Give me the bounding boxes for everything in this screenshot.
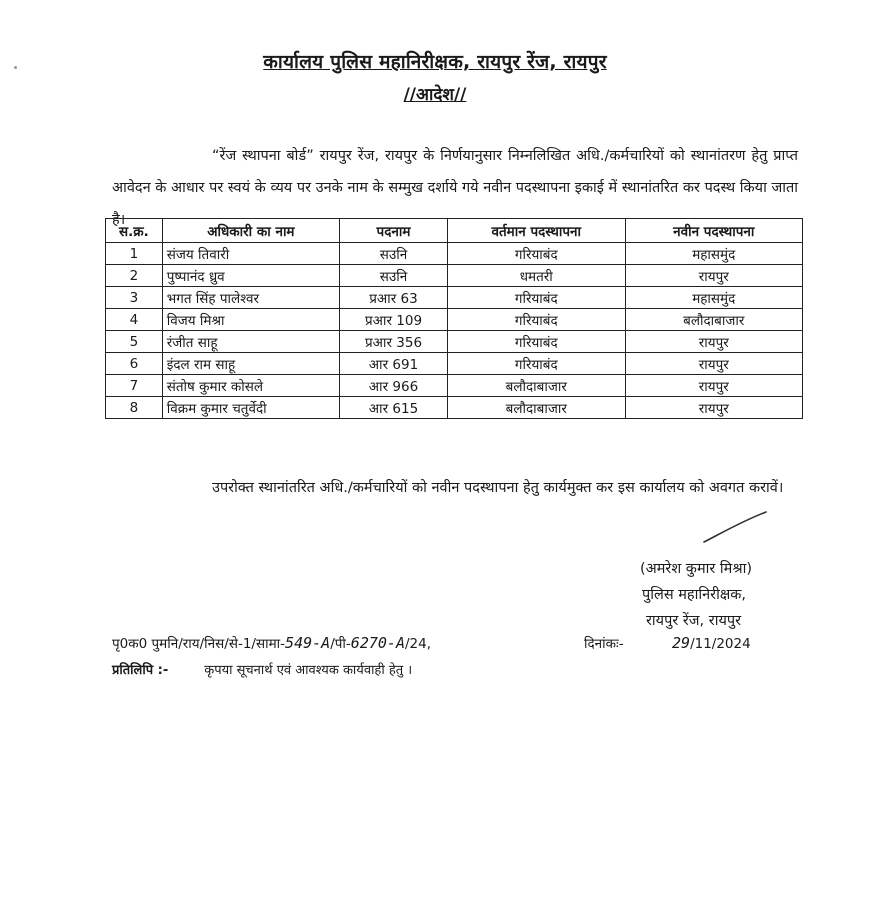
- closing-paragraph: उपरोक्त स्थानांतरित अधि./कर्मचारियों को नवीन पदस्थापना हेतु कार्यमुक्त कर इस कार्यालय को अवगत करावें।: [212, 480, 784, 496]
- table-row: [106, 331, 803, 353]
- signatory-name: (अमरेश कुमार मिश्रा): [640, 561, 753, 577]
- cell-current-posting: गरियाबंद: [448, 353, 625, 375]
- cell-current-posting: बलौदाबाजार: [448, 397, 625, 419]
- header-current-posting: वर्तमान पदस्थापना: [448, 219, 625, 243]
- date-value: [672, 634, 751, 652]
- cell-name: संजय तिवारी: [162, 243, 339, 265]
- cell-new-posting: महासमुंद: [625, 243, 803, 265]
- order-title: //आदेश//: [403, 85, 467, 105]
- cell-rank: आर 691: [339, 353, 447, 375]
- cell-name: रंजीत साहू: [162, 331, 339, 353]
- cell-new-posting: महासमुंद: [625, 287, 803, 309]
- table-row: [106, 353, 803, 375]
- reference-number-1: 549-A: [285, 634, 331, 652]
- cell-name: पुष्पानंद ध्रुव: [162, 265, 339, 287]
- cell-rank: प्रआर 109: [339, 309, 447, 331]
- cell-current-posting: गरियाबंद: [448, 287, 625, 309]
- cell-serial: 1: [106, 243, 163, 265]
- intro-paragraph: “रेंज स्थापना बोर्ड” रायपुर रेंज, रायपुर के निर्णयानुसार निम्नलिखित अधि./कर्मचारियों को स्थानांतरण हेतु प्राप्त आवेदन के आधार पर स्वयं के व्यय पर उनके नाम के सम्मुख दर्शाये गये नवीन पदस्थापना इकाई में स्थानांतरित कर पदस्थ किया जाता है।: [112, 148, 798, 228]
- cell-rank: प्रआर 356: [339, 331, 447, 353]
- cell-new-posting: रायपुर: [625, 375, 803, 397]
- reference-middle: /पी-: [330, 636, 351, 652]
- signatory-designation: पुलिस महानिरीक्षक,: [642, 587, 746, 603]
- reference-line: [112, 634, 802, 652]
- cell-new-posting: रायपुर: [625, 397, 803, 419]
- cell-rank: प्रआर 63: [339, 287, 447, 309]
- copy-text: कृपया सूचनार्थ एवं आवश्यक कार्यवाही हेतु ।: [204, 663, 413, 678]
- table-row: [106, 287, 803, 309]
- cell-serial: 6: [106, 353, 163, 375]
- office-heading: कार्यालय पुलिस महानिरीक्षक, रायपुर रेंज, रायपुर: [263, 51, 607, 73]
- cell-name: विजय मिश्रा: [162, 309, 339, 331]
- header-new-posting: नवीन पदस्थापना: [625, 219, 803, 243]
- copy-label: प्रतिलिपि :-: [112, 663, 169, 678]
- cell-rank: आर 966: [339, 375, 447, 397]
- header-rank: पदनाम: [339, 219, 447, 243]
- table-header-row: [106, 219, 803, 243]
- cell-serial: 2: [106, 265, 163, 287]
- header-officer-name: अधिकारी का नाम: [162, 219, 339, 243]
- transfer-table: [105, 218, 803, 419]
- cell-current-posting: बलौदाबाजार: [448, 375, 625, 397]
- cell-serial: 5: [106, 331, 163, 353]
- signature-block: [640, 556, 752, 634]
- signature-mark: [700, 508, 770, 548]
- cell-current-posting: गरियाबंद: [448, 331, 625, 353]
- table-row: [106, 309, 803, 331]
- cell-current-posting: धमतरी: [448, 265, 625, 287]
- cell-name: इंदल राम साहू: [162, 353, 339, 375]
- cell-new-posting: बलौदाबाजार: [625, 309, 803, 331]
- table-row: [106, 265, 803, 287]
- date-month-year: /11/2024: [690, 636, 751, 652]
- date-day: 29: [672, 634, 691, 652]
- table-row: [106, 397, 803, 419]
- cell-name: भगत सिंह पालेश्वर: [162, 287, 339, 309]
- cell-serial: 3: [106, 287, 163, 309]
- cell-current-posting: गरियाबंद: [448, 243, 625, 265]
- reference-suffix: /24,: [404, 636, 432, 652]
- cell-serial: 4: [106, 309, 163, 331]
- cell-name: संतोष कुमार कोसले: [162, 375, 339, 397]
- date-label: दिनांकः-: [584, 636, 624, 652]
- copy-line: [112, 660, 412, 678]
- cell-current-posting: गरियाबंद: [448, 309, 625, 331]
- table-row: [106, 375, 803, 397]
- cell-rank: सउनि: [339, 265, 447, 287]
- cell-rank: आर 615: [339, 397, 447, 419]
- cell-new-posting: रायपुर: [625, 265, 803, 287]
- cell-new-posting: रायपुर: [625, 331, 803, 353]
- cell-rank: सउनि: [339, 243, 447, 265]
- header-serial: स.क्र.: [106, 219, 163, 243]
- cell-serial: 8: [106, 397, 163, 419]
- reference-number-2: 6270-A: [350, 634, 405, 652]
- cell-name: विक्रम कुमार चतुर्वेदी: [162, 397, 339, 419]
- reference-prefix: पृ0क0 पुमनि/राय/निस/से-1/सामा-: [112, 636, 286, 652]
- cell-serial: 7: [106, 375, 163, 397]
- table-row: [106, 243, 803, 265]
- cell-new-posting: रायपुर: [625, 353, 803, 375]
- signatory-office: रायपुर रेंज, रायपुर: [646, 613, 742, 629]
